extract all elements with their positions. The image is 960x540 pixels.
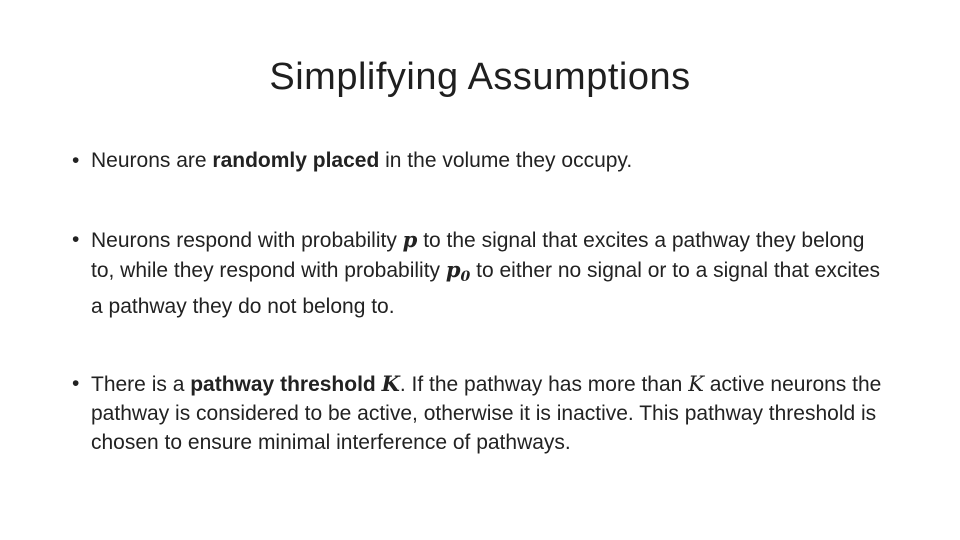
bullet-text: Neurons are <box>91 149 213 172</box>
bullet-list <box>66 146 886 457</box>
slide-title: Simplifying Assumptions <box>269 56 691 98</box>
bullet-text: There is a <box>91 373 191 396</box>
bullet-item-random-placement <box>66 146 886 175</box>
bullet-dot-icon: • <box>72 372 80 395</box>
bullet-text: . If the pathway has more than <box>399 373 689 396</box>
math-variable-K: K <box>688 372 704 396</box>
bullet-text: in the volume they occupy. <box>379 149 633 172</box>
bullet-bold-text: pathway threshold <box>190 373 382 396</box>
bullet-item-response-probability <box>66 225 886 321</box>
bullet-bold-text: randomly placed <box>212 149 380 172</box>
bullet-text: to the signal that excites a pathway they belong to, while they respond with probability <box>91 229 865 282</box>
bullet-text: Neurons respond with probability <box>91 229 403 252</box>
bullet-dot-icon: • <box>72 149 80 172</box>
bullet-text: active neurons the pathway is considered to be active, otherwise it is inactive. This pathway threshold is chosen to ensure minimal interference of pathways. <box>91 373 882 454</box>
math-variable-p: p <box>402 227 418 252</box>
bullet-text: to either no signal or to a signal that excites a pathway they do not belong to. <box>91 259 881 318</box>
bullet-dot-icon: • <box>72 228 80 251</box>
math-variable-K: K <box>381 371 400 396</box>
math-variable-p0-base: p <box>445 257 461 282</box>
math-variable-p0 <box>445 257 471 285</box>
bullet-item-pathway-threshold <box>66 369 886 457</box>
math-variable-p0-subscript: 0 <box>460 269 471 285</box>
